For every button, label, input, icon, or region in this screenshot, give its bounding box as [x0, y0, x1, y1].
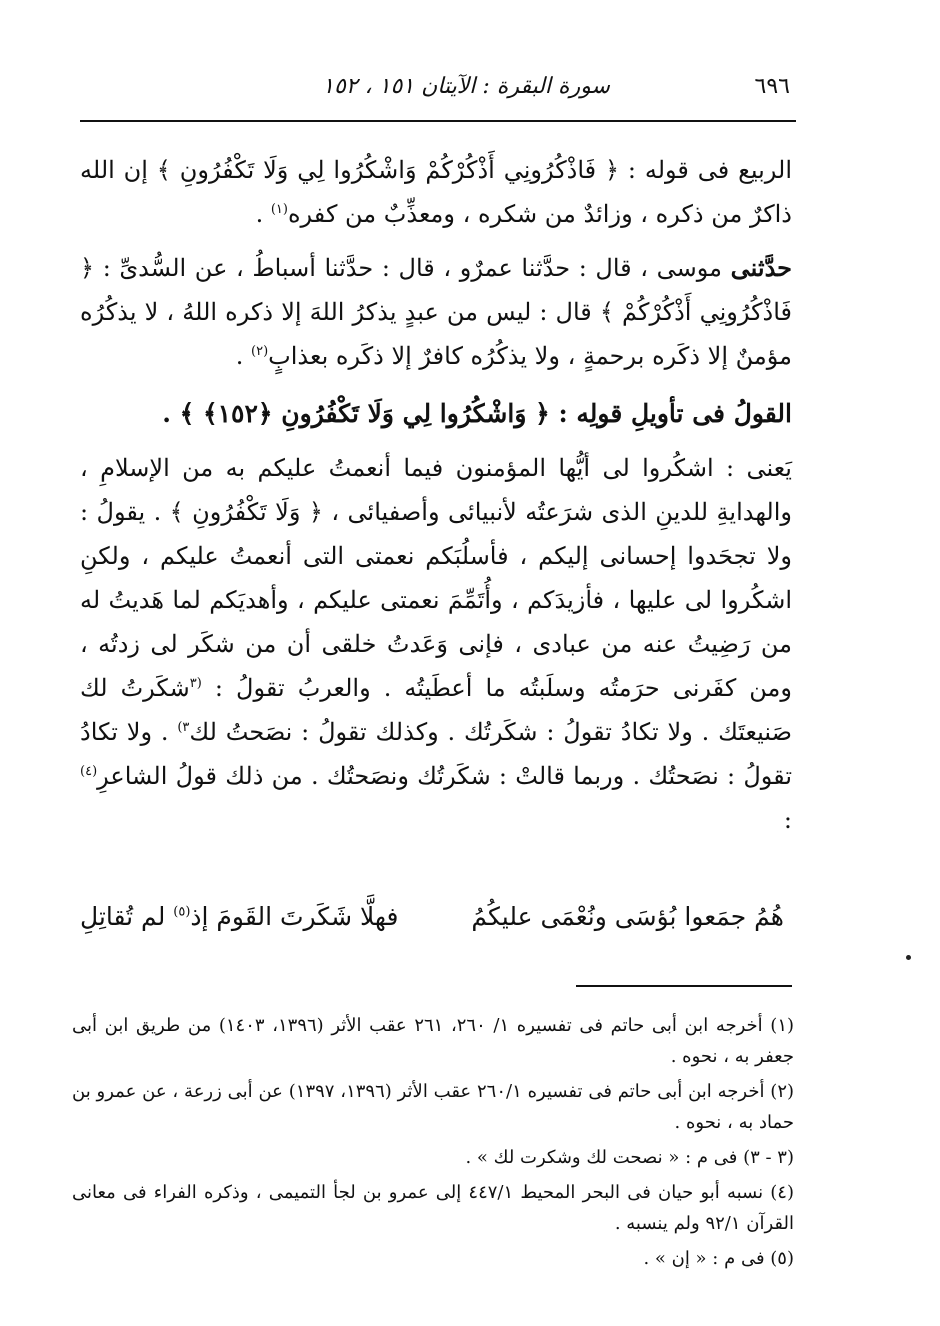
- paragraph-3-colon: :: [783, 806, 792, 834]
- footnote-ref-4: (٤): [80, 764, 98, 779]
- footnote-3: (٣ - ٣) فى م : « نصحت لك وشكرت لك » .: [465, 1147, 794, 1168]
- running-title: سورة البقرة : الآيتان ١٥١ ، ١٥٢: [322, 74, 610, 99]
- paragraph-3-end: . ولا تكادُ تقولُ : نصَحتُك . وربما قالتْ : شكَرتُك ونصَحتُك . من ذلك قولُ الشاعرِ: [80, 718, 792, 790]
- paragraph-1-end: .: [255, 200, 271, 228]
- header-rule: [80, 120, 796, 122]
- footnote-1: (١) أخرجه ابن أبى حاتم فى تفسيره ١/ ٢٦٠، ٢٦١ عقب الأثر (١٣٩٦، ١٤٠٣) من طريق ابن أبى جعفر به ، نحوه .: [72, 1015, 795, 1067]
- verse-hemistich-1: هُمُ جمَعوا بُؤسَى ونُعْمَى عليكُمُ: [471, 902, 784, 931]
- paragraph-1-text: الربيع فى قوله : ﴿ فَاذْكُرُونِي أَذْكُرْكُمْ وَاشْكُرُوا لِي وَلَا تَكْفُرُونِ ﴾ إن الله ذاكرٌ من ذكره ، وزائدٌ من شكره ، ومعذِّبٌ من كفره: [80, 156, 792, 228]
- section-heading: القولُ فى تأويلِ قولِه : ﴿ وَاشْكُرُوا لِي وَلَا تَكْفُرُونِ ﴿١٥٢﴾ ﴾ .: [162, 399, 792, 428]
- page-header: [80, 68, 790, 112]
- paragraph-2-end: .: [235, 342, 251, 370]
- paragraph-2: [80, 246, 792, 378]
- footnote-rule: [576, 985, 792, 987]
- footnote-ref-3-open: (٣: [189, 676, 202, 691]
- main-text: [80, 148, 792, 842]
- paragraph-3-mid: شكَرتُ لك صَنيعتَك . ولا تكادُ تقولُ : شكَرتُك . وكذلك تقولُ : نصَحتُ لك: [80, 674, 792, 746]
- paragraph-2-lead: حدَّثنى: [730, 253, 792, 282]
- verse-hemistich-2-a: فهلَّا شَكَرتَ القَومَ إذ: [190, 902, 399, 931]
- stray-dot: [906, 955, 911, 960]
- paragraph-3-text: يَعنى : اشكُروا لى أيُّها المؤمنون فيما أنعمتُ عليكم به من الإسلامِ ، والهدايةِ للدينِ الذى شرَعتُه لأنبيائى وأصفيائى ، ﴿ وَلَا تَكْفُرُونِ ﴾ . يقولُ : ولا تجحَدوا إحسانى إليكم ، فأسلُبَكم نعمتى التى أنعمتُ عليكم ، ولكنِ اشكُروا لى عليها ، فأزيدَكم ، وأُتَمِّمَ نعمتى عليكم ، وأهديَكم لما هَديتُ له من رَضِيتُ عنه من عبادى ، فإنى وَعَدتُ خلقى أن من شكَر لى زدتُه ، ومن كفَرنى حرَمتُه وسلَبتُه ما أعطَيتُه . والعربُ تقولُ :: [80, 454, 793, 702]
- footnote-ref-2: (٢): [251, 344, 269, 359]
- footnote-ref-5: (٥): [173, 904, 191, 920]
- footnote-ref-3-close: ٣): [177, 720, 190, 735]
- verse-hemistich-2: [80, 902, 398, 931]
- page-number: ٦٩٦: [754, 74, 790, 99]
- poetry-verse: [80, 896, 792, 946]
- paragraph-2-text: موسى ، قال : حدَّثنا عمرٌو ، قال : حدَّثنا أسباطُ ، عن السُّدىِّ : ﴿ فَاذْكُرُونِي أَذْكُرْكُمْ ﴾ قال : ليس من عبدٍ يذكرُ اللهَ إلا ذكره اللهُ ، لا يذكُرُه مؤمنٌ إلا ذكَره برحمةٍ ، ولا يذكُرُه كافرٌ إلا ذكَره بعذابٍ: [80, 254, 792, 370]
- verse-hemistich-2-b: لم تُقاتِلِ: [80, 902, 174, 931]
- footnote-5: (٥) فى م : « إن » .: [643, 1248, 794, 1269]
- footnote-ref-1: (١): [270, 202, 288, 217]
- footnotes: [72, 1010, 794, 1278]
- paragraph-3: [80, 446, 792, 842]
- footnote-2: (٢) أخرجه ابن أبى حاتم فى تفسيره ٢٦٠/١ عقب الأثر (١٣٩٦، ١٣٩٧) عن أبى زرعة ، عن عمرو بن حماد به ، نحوه .: [72, 1081, 795, 1133]
- footnote-4: (٤) نسبه أبو حيان فى البحر المحيط ٤٤٧/١ إلى عمرو بن لجأ التميمى ، وذكره الفراء فى معانى القرآن ٩٢/١ ولم ينسبه .: [72, 1182, 794, 1234]
- paragraph-1: [80, 148, 792, 236]
